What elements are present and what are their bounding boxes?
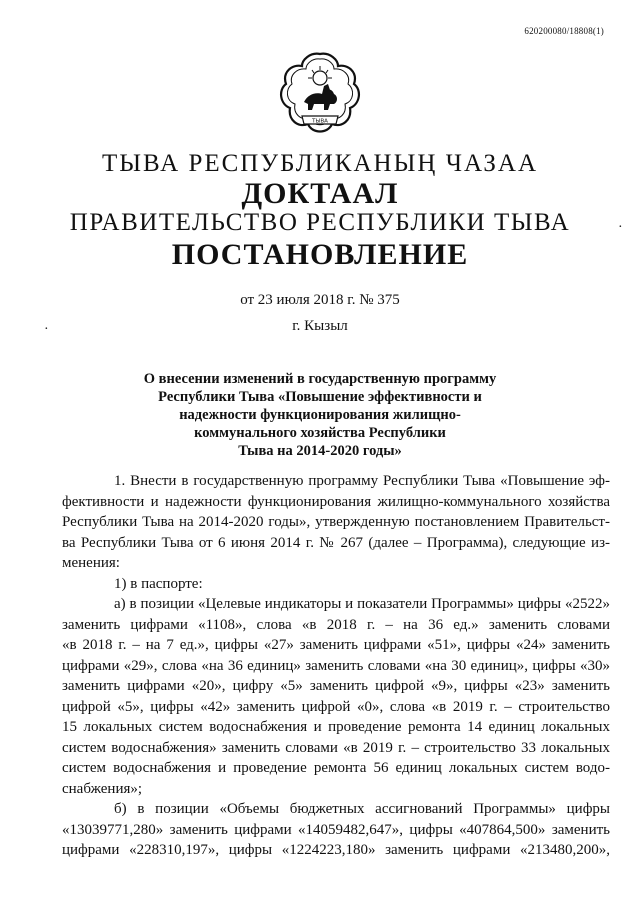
body-line: «в 2018 г. – на 7 ед.», цифры «27» заменить цифрами «51», цифры «24» заменить bbox=[62, 637, 610, 653]
coat-of-arms bbox=[278, 50, 362, 138]
title-line: О внесении изменений в государственную программу bbox=[143, 371, 497, 387]
body-line: а) в позиции «Целевые индикаторы и показатели Программы» цифры «2522» bbox=[114, 596, 610, 612]
body-line: «13039771,280» заменить цифрами «14059482,647», цифры «407864,500» заменить bbox=[62, 821, 610, 838]
body-line: цифрами «29», слова «на 36 единиц» заменить словами «на 30 единиц», цифры «30» bbox=[62, 657, 610, 674]
title-line: Республики Тыва «Повышение эффективности и bbox=[158, 389, 482, 405]
body-line: заменить цифрами «20», цифру «5» заменить цифрой «9», цифры «23» заменить bbox=[62, 678, 610, 694]
resolution-date: от 23 июля 2018 г. № 375 bbox=[240, 292, 400, 308]
body-line: менения: bbox=[62, 555, 120, 571]
scan-speck: · bbox=[618, 220, 623, 235]
body-line: ва Республики Тыва от 6 июня 2014 г. № 267 (далее – Программа), следующие из- bbox=[62, 534, 610, 551]
title-line: надежности функционирования жилищно- bbox=[179, 407, 461, 423]
body-line: систем водоснабжения» заменить словами «в 2019 г. – строительство 33 локальных bbox=[62, 739, 610, 756]
body-line: Республики Тыва на 2014-2020 годы», утвержденную постановлением Правительст- bbox=[62, 514, 610, 530]
tuva-coat-of-arms-icon bbox=[278, 50, 362, 138]
body-line: 15 локальных систем водоснабжения и проведение ремонта 14 единиц локальных bbox=[62, 719, 610, 735]
body-line: цифрами «228310,197», цифры «1224223,180» заменить цифрами «213480,200», bbox=[62, 842, 610, 858]
body-line: 1. Внести в государственную программу Республики Тыва «Повышение эф- bbox=[114, 473, 610, 489]
document-number: 620200080/18808(1) bbox=[524, 26, 604, 36]
body-line: фективности и надежности функционирования жилищно-коммунального хозяйства bbox=[62, 493, 610, 510]
header-tuvan-government: ТЫВА РЕСПУБЛИКАНЫҢ ЧАЗАА bbox=[101, 150, 539, 177]
header-resolution: ПОСТАНОВЛЕНИЕ bbox=[171, 238, 469, 271]
title-line: Тыва на 2014-2020 годы» bbox=[238, 443, 402, 459]
resolution-body bbox=[62, 471, 610, 861]
body-line: заменить цифрами «1108», слова «в 2018 г. – на 36 ед.» заменить словами bbox=[62, 616, 610, 633]
body-line: снабжения»; bbox=[62, 780, 143, 797]
scan-speck: · bbox=[44, 322, 49, 337]
header-government: ПРАВИТЕЛЬСТВО РЕСПУБЛИКИ ТЫВА bbox=[69, 209, 571, 236]
body-line: систем водоснабжения и проведение ремонта 56 единиц локальных систем водо- bbox=[62, 760, 610, 776]
header-doktaal: ДОКТААЛ bbox=[241, 177, 399, 210]
body-line: б) в позиции «Объемы бюджетных ассигнований Программы» цифры bbox=[114, 801, 610, 817]
resolution-title bbox=[140, 370, 500, 460]
body-line: цифрой «5», цифры «42» заменить цифрой «0», слова «в 2019 г. – строительство bbox=[62, 698, 610, 715]
resolution-city: г. Кызыл bbox=[292, 318, 348, 334]
title-line: коммунального хозяйства Республики bbox=[194, 425, 446, 441]
svg-text:ТЫВА: ТЫВА bbox=[312, 118, 328, 125]
body-line: 1) в паспорте: bbox=[114, 575, 203, 592]
